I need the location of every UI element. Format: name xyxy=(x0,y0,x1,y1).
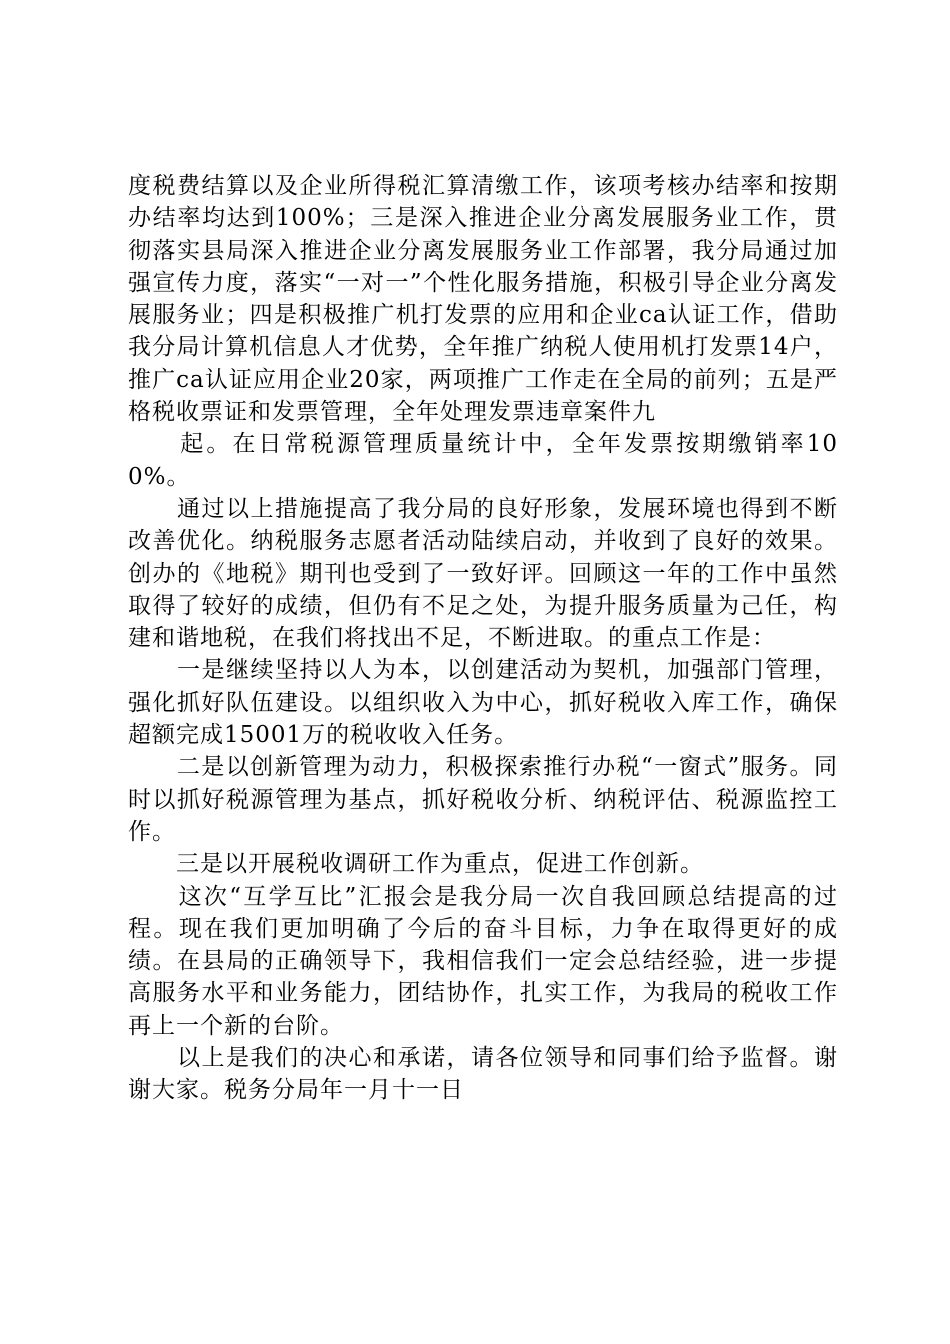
paragraph-3: 通过以上措施提高了我分局的良好形象，发展环境也得到不断改善优化。纳税服务志愿者活动陆续启动，并收到了良好的效果。创办的《地税》期刊也受到了一致好评。回顾这一年的工作中虽然取得了较好的成绩，但仍有不足之处，为提升服务质量为己任，构建和谐地税，在我们将找出不足，不断进取。的重点工作是： xyxy=(128,495,838,652)
paragraph-4: 一是继续坚持以人为本，以创建活动为契机，加强部门管理，强化抓好队伍建设。以组织收入为中心，抓好税收入库工作，确保超额完成15001万的税收收入任务。 xyxy=(128,657,838,749)
paragraph-2: 起。在日常税源管理质量统计中，全年发票按期缴销率100%。 xyxy=(128,431,838,490)
paragraph-8: 以上是我们的决心和承诺，请各位领导和同事们给予监督。谢谢大家。税务分局年一月十一日 xyxy=(128,1045,838,1104)
paragraph-5: 二是以创新管理为动力，积极探索推行办税“一窗式”服务。同时以抓好税源管理为基点，抓好税收分析、纳税评估、税源监控工作。 xyxy=(128,754,838,845)
paragraph-6: 三是以开展税收调研工作为重点，促进工作创新。 xyxy=(128,851,704,878)
paragraph-7: 这次“互学互比”汇报会是我分局一次自我回顾总结提高的过程。现在我们更加明确了今后的奋斗目标，力争在取得更好的成绩。在县局的正确领导下，我相信我们一定会总结经验，进一步提高服务水平和业务能力，团结协作，扎实工作，为我局的税收工作再上一个新的台阶。 xyxy=(128,883,838,1039)
document-body xyxy=(128,170,838,1107)
paragraph-1: 度税费结算以及企业所得税汇算清缴工作，该项考核办结率和按期办结率均达到100%；三是深入推进企业分离发展服务业工作，贯彻落实县局深入推进企业分离发展服务业工作部署，我分局通过加强宣传力度，落实“一对一”个性化服务措施，积极引导企业分离发展服务业；四是积极推广机打发票的应用和企业ca认证工作，借助我分局计算机信息人才优势，全年推广纳税人使用机打发票14户，推广ca认证应用企业20家，两项推广工作走在全局的前列；五是严格税收票证和发票管理，全年处理发票违章案件九 xyxy=(128,173,838,426)
